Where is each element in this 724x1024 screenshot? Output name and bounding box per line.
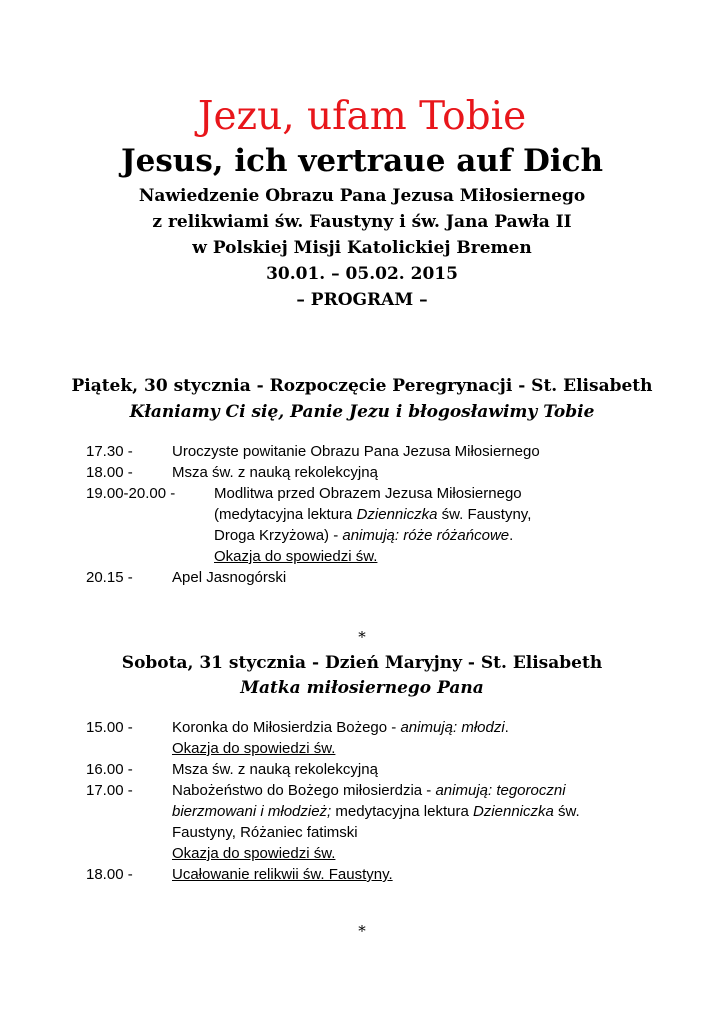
header-line-1: Nawiedzenie Obrazu Pana Jezusa Miłosiernego xyxy=(138,186,586,206)
description: Koronka do Miłosierdzia Bożego - animują: młodzi. xyxy=(172,719,509,736)
description-continued: bierzmowani i młodzież; medytacyjna lektura Dzienniczka św. xyxy=(172,803,580,820)
description: Apel Jasnogórski xyxy=(172,569,287,586)
time: 20.15 - xyxy=(86,569,133,586)
time: 18.00 - xyxy=(86,464,133,481)
header-line-2: z relikwiami św. Faustyny i św. Jana Pawła II xyxy=(152,212,572,232)
header-program: – PROGRAM – xyxy=(296,290,428,310)
day2-title: Sobota, 31 stycznia - Dzień Maryjny - St. Elisabeth xyxy=(121,653,603,673)
day1-subtitle: Kłaniamy Ci się, Panie Jezu i błogosławimy Tobie xyxy=(129,402,595,422)
separator-asterisk: * xyxy=(358,922,366,940)
title-german: Jesus, ich vertraue auf Dich xyxy=(120,143,604,179)
time: 15.00 - xyxy=(86,719,133,736)
description: Modlitwa przed Obrazem Jezusa Miłosiernego xyxy=(214,485,522,502)
time: 16.00 - xyxy=(86,761,133,778)
day2-subtitle: Matka miłosiernego Pana xyxy=(240,678,484,698)
description-continued: Faustyny, Różaniec fatimski xyxy=(172,824,358,841)
confession-note: Okazja do spowiedzi św. xyxy=(214,548,378,565)
time: 17.00 - xyxy=(86,782,133,799)
confession-note: Okazja do spowiedzi św. xyxy=(172,740,336,757)
day1-title: Piątek, 30 stycznia - Rozpoczęcie Peregrynacji - St. Elisabeth xyxy=(71,376,653,396)
confession-note: Okazja do spowiedzi św. xyxy=(172,845,336,862)
description: Ucałowanie relikwii św. Faustyny. xyxy=(172,866,393,883)
description-continued: Droga Krzyżowa) - animują: róże różańcowe. xyxy=(214,527,514,544)
description: Nabożeństwo do Bożego miłosierdzia - animują: tegoroczni xyxy=(172,782,566,799)
description-continued: (medytacyjna lektura Dzienniczka św. Faustyny, xyxy=(214,506,532,523)
description: Msza św. z nauką rekolekcyjną xyxy=(172,761,378,778)
time: 17.30 - xyxy=(86,443,133,460)
description: Msza św. z nauką rekolekcyjną xyxy=(172,464,378,481)
separator-asterisk: * xyxy=(358,628,366,646)
header-dates: 30.01. – 05.02. 2015 xyxy=(266,264,458,284)
title-polish: Jezu, ufam Tobie xyxy=(197,94,527,139)
time: 18.00 - xyxy=(86,866,133,883)
description: Uroczyste powitanie Obrazu Pana Jezusa Miłosiernego xyxy=(172,443,540,460)
header-line-3: w Polskiej Misji Katolickiej Bremen xyxy=(192,238,532,258)
time: 19.00-20.00 - xyxy=(86,485,176,502)
